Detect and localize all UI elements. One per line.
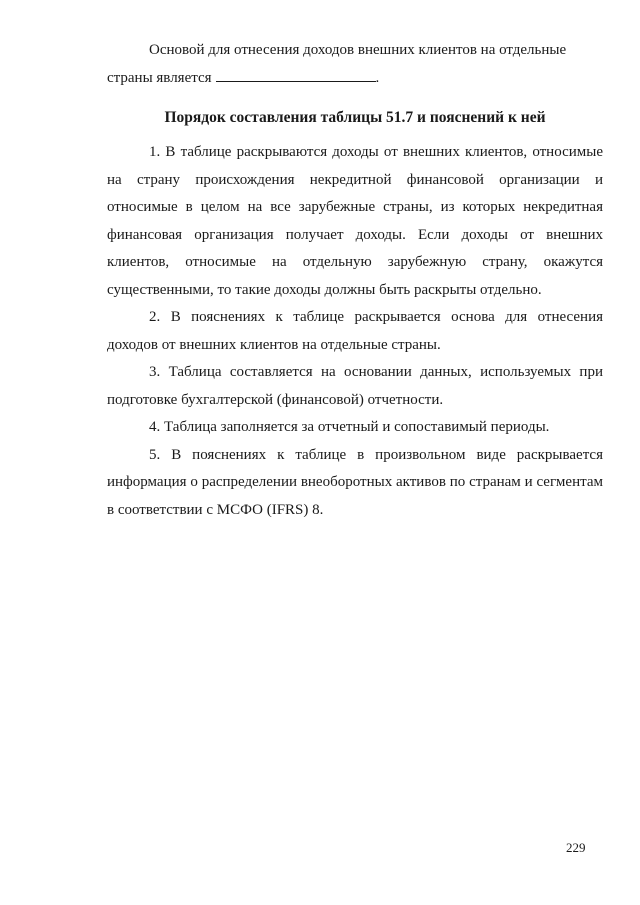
intro-line-2-wrap bbox=[107, 65, 603, 93]
list-item-4: 4. Таблица заполняется за отчетный и сопоставимый периоды. bbox=[149, 419, 550, 435]
intro-paragraph bbox=[107, 37, 603, 92]
section-heading: Порядок составления таблицы 51.7 и пояснений к ней bbox=[164, 109, 546, 126]
fill-in-blank bbox=[216, 67, 376, 82]
list-item-2: 2. В пояснениях к таблице раскрывается основа для отнесения доходов от внешних клиентов на отдельные страны. bbox=[107, 309, 603, 353]
intro-trailing-period: . bbox=[375, 69, 380, 86]
list-item-5: 5. В пояснениях к таблице в произвольном виде раскрывается информация о распределении внеоборотных активов по странам и сегментам в соответствии с МСФО (IFRS) 8. bbox=[107, 446, 603, 518]
page-content bbox=[107, 37, 603, 524]
page-number: 229 bbox=[566, 840, 586, 855]
intro-line-1: Основой для отнесения доходов внешних клиентов на отдельные bbox=[149, 42, 567, 58]
list-item-1: 1. В таблице раскрываются доходы от внешних клиентов, относимые на страну происхождения некредитной финансовой организации и относимые в целом на все зарубежные страны, из которых некредитная финансовая организация получает доходы. Если доходы от внешних клиентов, относимые на отдельную зарубежную страну, окажутся существенными, то такие доходы должны быть раскрыты отдельно. bbox=[107, 144, 603, 298]
list-item-3: 3. Таблица составляется на основании данных, используемых при подготовке бухгалтерской (финансовой) отчетности. bbox=[107, 364, 603, 408]
intro-line-2: страны является bbox=[107, 69, 212, 86]
